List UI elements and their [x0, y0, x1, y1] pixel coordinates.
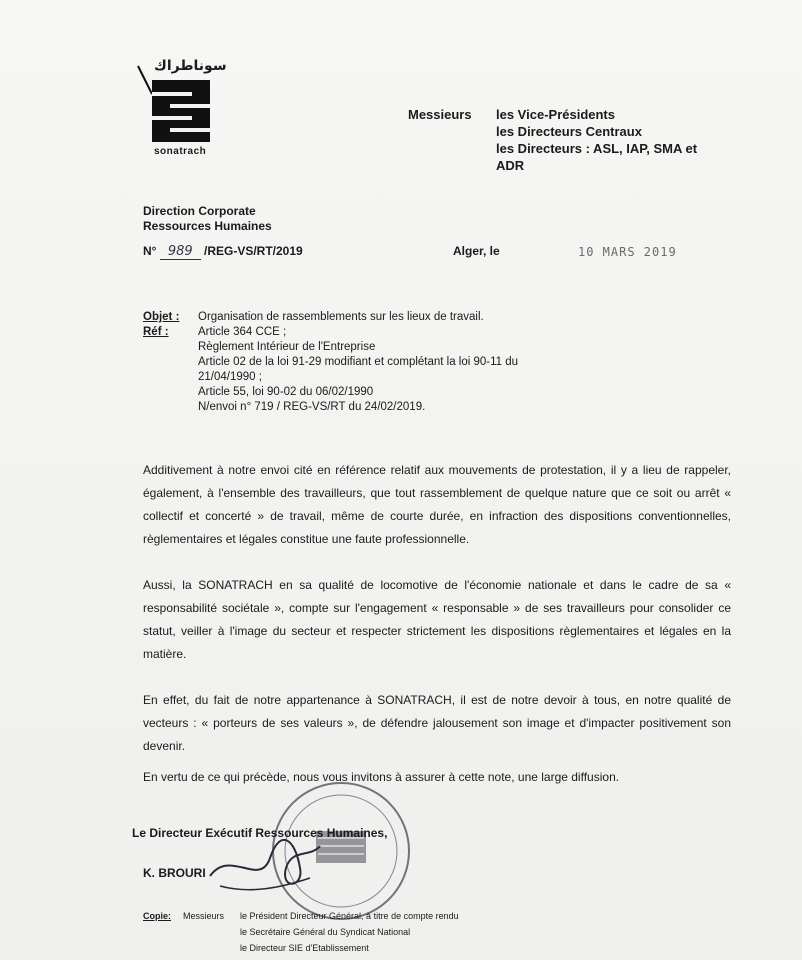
objet-text: Organisation de rassemblements sur les lieux de travail. [198, 311, 484, 323]
logo-wordmark: sonatrach [154, 146, 207, 157]
addressees-label: Messieurs [408, 107, 472, 122]
sender-line-1: Direction Corporate [143, 204, 256, 218]
reference-number [143, 244, 303, 259]
ref-item: Article 02 de la loi 91-29 modifiant et complétant la loi 90-11 du [198, 356, 519, 368]
reference-handwritten-number: 989 [160, 244, 201, 260]
signatory-name: K. BROURI [143, 866, 206, 880]
ref-item: N/envoi n° 719 / REG-VS/RT du 24/02/2019. [198, 401, 426, 413]
body-paragraph: Aussi, la SONATRACH en sa qualité de locomotive de l'économie nationale et dans le cadre de sa « responsabilité sociétale », compte sur l'engagement « responsable » de ses travailleurs pour consolider ce statut, veiller à l'image du secteur et respecter strictement les dispositions règlementaires et légales en la matière. [143, 578, 731, 661]
signatory-title: Le Directeur Exécutif Ressources Humaines, [132, 826, 388, 840]
sender-department [143, 204, 272, 234]
reference-suffix: /REG-VS/RT/2019 [203, 244, 303, 258]
reference-prefix: N° [143, 244, 157, 258]
ref-list [198, 325, 618, 415]
body-paragraph: Additivement à notre envoi cité en référence relatif aux mouvements de protestation, il y a lieu de rappeler, également, à l'ensemble des travailleurs, que tout rassemblement de quelque nature que ce soit ou arrêt « collectif et concerté » de travail, même de courte durée, en infraction des dispositions conventionnelles, règlementaires et légales constitue une faute professionnelle. [143, 463, 731, 546]
copy-recipient: le Président Directeur Général, à titre de compte rendu [240, 911, 459, 921]
addressees-list [496, 106, 746, 174]
addressee-line: les Directeurs : ASL, IAP, SMA et [496, 141, 698, 156]
place-label: Alger, le [453, 244, 500, 258]
sonatrach-logo [132, 58, 232, 168]
copies-recipient-prefix: Messieurs [183, 911, 225, 921]
addressee-line: les Vice-Présidents [496, 107, 615, 122]
body-paragraph: En vertu de ce qui précède, nous vous invitons à assurer à cette note, une large diffusion. [143, 770, 620, 784]
copies-label: Copie: [143, 911, 171, 921]
logo-arabic-text: سوناطراك [154, 58, 227, 74]
copy-recipient: le Directeur SIE d'Etablissement [240, 943, 369, 953]
objet-label: Objet : [143, 311, 180, 323]
addressee-line: ADR [496, 158, 525, 173]
copies-list [240, 908, 560, 956]
ref-label: Réf : [143, 326, 169, 338]
ref-item: 21/04/1990 ; [198, 371, 262, 383]
ref-item: Article 364 CCE ; [198, 326, 287, 338]
copy-recipient: le Secrétaire Général du Syndicat National [240, 927, 411, 937]
ref-item: Article 55, loi 90-02 du 06/02/1990 [198, 386, 374, 398]
body-paragraph: En effet, du fait de notre appartenance à SONATRACH, il est de notre devoir à tous, en notre qualité de vecteurs : « porteurs de ses valeurs », de défendre jalousement son image et d'impacter positivement son devenir. [143, 693, 731, 753]
addressee-line: les Directeurs Centraux [496, 124, 642, 139]
sender-line-2: Ressources Humaines [143, 219, 272, 233]
ref-item: Règlement Intérieur de l'Entreprise [198, 341, 376, 353]
date-stamp: 10 MARS 2019 [578, 245, 677, 259]
